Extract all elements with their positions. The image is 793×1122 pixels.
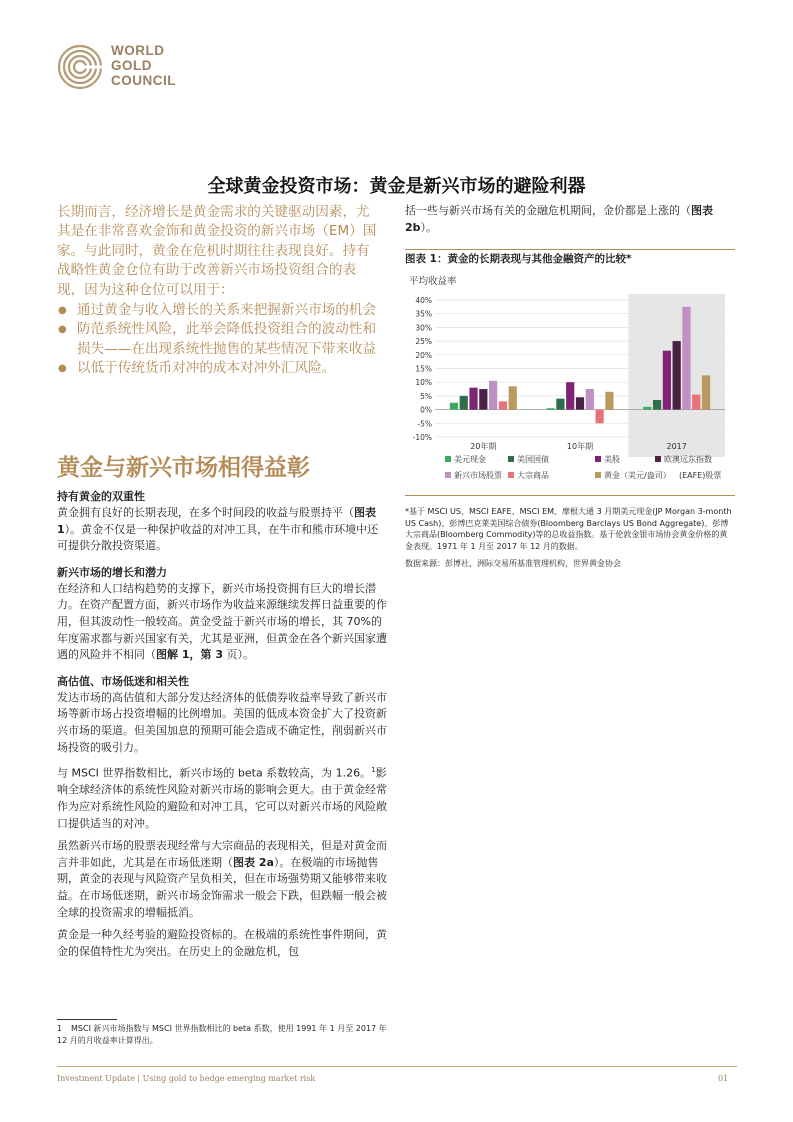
chart-bar <box>479 389 487 410</box>
chart-legend-label: (EAFE)股票 <box>679 471 722 480</box>
intro-bullet: ● 通过黄金与收入增长的关系来把握新兴市场的机会 <box>57 301 381 320</box>
footnote-text: MSCI 新兴市场指数与 MSCI 世界指数相比的 beta 系数，使用 1991 年 1 月至 2017 年 12 月的月收益率计算得出。 <box>57 1024 387 1045</box>
chart-legend-label: 美国国债 <box>517 455 549 464</box>
footer-text: Investment Update | Using gold to hedge emerging market risk <box>57 1074 316 1083</box>
chart-bar <box>499 401 507 409</box>
chart-tick-label: 40% <box>415 296 432 305</box>
paragraph: 发达市场的高估值和大部分发达经济体的低债券收益率导致了新兴市场等新市场占投资增幅的比例增加。美国的低成本资金扩大了投资新兴市场的渠道。但美国加息的预期可能会造成不确定性，削弱新兴市场投资的吸引力。 <box>57 690 387 754</box>
chart-bottom-rule <box>405 495 735 496</box>
chart-tick-label: 25% <box>415 337 432 347</box>
chart-legend-label: 黄金（美元/盎司） <box>604 471 671 480</box>
paragraph: 黄金是一种久经考验的避险投资标的。在极端的系统性事件期间，黄金的保值特性尤为突出。在历史上的金融危机，包 <box>57 928 387 958</box>
paragraph: 虽然新兴市场的股票表现经常与大宗商品的表现相关，但是对黄金而言并非如此，尤其是在市场低迷期（图表 2a）。在极端的市场抛售期，黄金的表现与风险资产呈负相关，但在市场强势期又能够带来收益。在市场低迷期，新兴市场金饰需求一般会下跌，但跌幅一般会被全球的投资需求的增幅抵消。 <box>57 839 387 919</box>
figure-reference[interactable]: 图表 2a <box>233 855 274 869</box>
chart-bar <box>556 399 564 410</box>
chart-bar <box>586 389 594 410</box>
chart-bar <box>547 408 555 409</box>
footnote-number: 1 <box>57 1024 63 1033</box>
chart-tick-label: -5% <box>417 419 432 429</box>
footnote <box>57 1023 392 1047</box>
figure-reference[interactable]: 图表 1 <box>57 506 376 536</box>
section-heading: 黄金与新兴市场相得益彰 <box>57 455 310 481</box>
chart-tick-label: 30% <box>415 323 432 333</box>
chart-legend-swatch <box>595 472 601 478</box>
chart-legend-label: 欧澳远东指数 <box>664 455 712 464</box>
chart-legend-swatch <box>595 456 601 462</box>
chart-legend-label: 美股 <box>604 455 620 464</box>
paragraph: 与 MSCI 世界指数相比，新兴市场的 beta 系数较高，为 1.26。$^1$影响全球经济体的系统性风险对新兴市场的影响会更大。由于黄金经常作为应对系统性风险的避险和对冲工具，它可以对新兴市场的风险敞口提供适当的对冲。 <box>57 766 387 830</box>
chart-tick-label: 35% <box>415 309 432 319</box>
chart-bar <box>663 351 671 410</box>
subheading-valuation: 高估值、市场低迷和相关性 <box>57 674 189 688</box>
brand-line-3: COUNCIL <box>111 73 176 88</box>
chart-bar <box>682 307 690 410</box>
chart-legend-swatch <box>445 472 451 478</box>
chart-bar <box>643 407 651 410</box>
chart-title: 图表 1：黄金的长期表现与其他金融资产的比较* <box>405 253 632 265</box>
chart-ylabel: 平均收益率 <box>409 276 457 287</box>
chart-tick-label: 0% <box>420 405 432 415</box>
chart-bar <box>692 395 700 410</box>
intro-paragraph: 长期而言，经济增长是黄金需求的关键驱动因素，尤其是在非常喜欢金饰和黄金投资的新兴市场（EM）国家。与此同时，黄金在危机时期往往表现良好。持有战略性黄金仓位有助于改善新兴市场投资组合的表现，因为这种仓位可以用于： <box>57 204 377 298</box>
figure-reference[interactable]: 图解 1，第 3 <box>156 648 223 662</box>
chart-bar <box>605 392 613 410</box>
chart-legend-label: 大宗商品 <box>517 471 549 480</box>
intro-block <box>57 203 381 379</box>
chart-tick-label: -10% <box>412 433 432 442</box>
world-gold-council-logo-icon <box>57 44 103 90</box>
chart-tick-label: 20% <box>415 350 432 360</box>
paragraph: 在经济和人口结构趋势的支撑下，新兴市场投资拥有巨大的增长潜力。在资产配置方面，新兴市场作为收益来源继续发挥日益重要的作用，但其波动性一般较高。黄金受益于新兴市场的增长，其 70%的年度需求都与新兴国家有关，尤其是亚洲，但黄金在各个新兴国家遭遇的风险并不相同（图解 1，第 3 页）。 <box>57 581 387 662</box>
brand-line-2: GOLD <box>111 58 152 73</box>
intro-bullet: ● 以低于传统货币对冲的成本对冲外汇风险。 <box>57 359 381 378</box>
chart-tick-label: 5% <box>420 391 432 401</box>
chart-category-label: 2017 <box>666 442 687 451</box>
brand-line-1: WORLD <box>111 43 165 58</box>
footer-divider <box>57 1066 737 1067</box>
chart-tick-label: 10% <box>415 378 432 388</box>
page-number: 01 <box>718 1074 729 1083</box>
intro-bullet: ● 防范系统性风险，此举会降低投资组合的波动性和损失——在出现系统性抛售的某些情况下带来收益 <box>57 320 381 359</box>
chart-bar <box>576 397 584 409</box>
chart-bar <box>460 396 468 410</box>
chart-source: 数据来源：彭博社，洲际交易所基准管理机构，世界黄金协会 <box>405 559 621 569</box>
chart-bar <box>596 410 604 424</box>
brand-wordmark <box>111 43 176 88</box>
subheading-duality: 持有黄金的双重性 <box>57 490 145 503</box>
paragraph: 括一些与新兴市场有关的金融危机期间，金价都是上涨的（图表 2b）。 <box>405 204 713 234</box>
chart-legend-swatch <box>445 456 451 462</box>
figure-reference[interactable]: 图表 2b <box>405 204 713 234</box>
footnote-divider <box>57 1019 117 1020</box>
chart-note: *基于 MSCI US、MSCI EAFE、MSCI EM、摩根大通 3 月期美元现金(JP Morgan 3-month US Cash)、彭博巴克莱美国综合债券(Bloomberg Barclays US Bond Aggregate)、彭博大宗商品(Bloomberg Commodity)等的总收益指数。基于伦敦金银市场协会黄金价格的黄金表现。1971 年 1 月至 2017 年 12 月的数据。 <box>405 507 732 551</box>
chart-category-label: 20年期 <box>470 442 497 451</box>
chart-notes <box>405 506 735 576</box>
chart-bar <box>566 382 574 409</box>
intro-bullet-list <box>57 301 381 379</box>
chart-bar <box>450 403 458 410</box>
subheading-growth: 新兴市场的增长和潜力 <box>57 565 167 579</box>
chart-legend-swatch <box>508 456 514 462</box>
chart-bar <box>653 400 661 410</box>
chart-legend-label: 新兴市场股票 <box>454 471 502 480</box>
left-column-body <box>57 489 389 966</box>
chart-category-label: 10年期 <box>566 442 594 451</box>
chart-top-rule <box>405 249 735 250</box>
chart <box>405 268 735 490</box>
paragraph: 黄金拥有良好的长期表现，在多个时间段的收益与股票持平（图表 1）。黄金不仅是一种保护收益的对冲工具，在牛市和熊市环境中还可提供分散投资渠道。 <box>57 506 379 553</box>
chart-legend-label: 美元现金 <box>454 455 486 464</box>
chart-bar <box>489 381 497 410</box>
page-title: 全球黄金投资市场：黄金是新兴市场的避险利器 <box>207 176 586 197</box>
footnote-marker[interactable]: 1 <box>371 766 376 775</box>
chart-bar <box>509 386 517 409</box>
chart-legend-swatch <box>508 472 514 478</box>
chart-tick-label: 15% <box>415 364 432 374</box>
chart-bar <box>469 388 477 410</box>
right-column-continuation <box>405 203 735 236</box>
chart-bar <box>673 341 681 410</box>
chart-legend-swatch <box>655 456 661 462</box>
chart-bar <box>702 375 710 409</box>
